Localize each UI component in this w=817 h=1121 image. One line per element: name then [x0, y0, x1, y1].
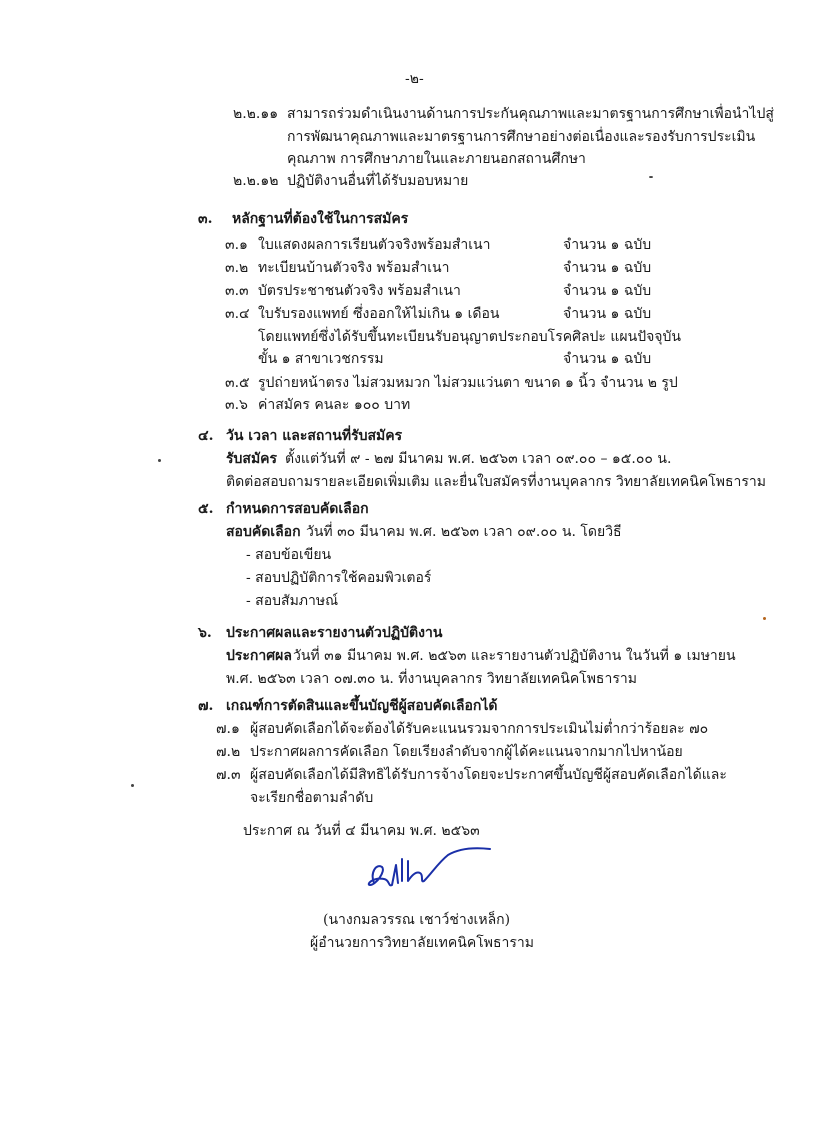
- section-7-heading: เกณฑ์การตัดสินและขึ้นบัญชีผู้สอบคัดเลือกได้: [226, 698, 498, 714]
- item-3-3-quantity: จำนวน ๑ ฉบับ: [563, 283, 652, 299]
- section-7-number: ๗.: [198, 698, 214, 714]
- scan-speck: [649, 176, 653, 178]
- item-7-3-continuation: จะเรียกชื่อตามลำดับ: [250, 790, 374, 806]
- announcement-date: ประกาศ ณ วันที่ ๔ มีนาคม พ.ศ. ๒๕๖๓: [243, 823, 480, 839]
- item-2-2-11-line2: การพัฒนาคุณภาพและมาตรฐานการศึกษาอย่างต่อเนื่องและรองรับการประเมิน: [287, 129, 756, 145]
- item-3-2-number: ๓.๒: [225, 260, 249, 276]
- scan-speck: [131, 784, 134, 787]
- item-7-3-number: ๗.๓: [216, 767, 241, 783]
- section-4-number: ๔.: [198, 428, 214, 444]
- section-3-number: ๓.: [198, 211, 213, 227]
- item-3-3-text: บัตรประชาชนตัวจริง พร้อมสำเนา: [258, 283, 461, 299]
- item-2-2-11-line1: สามารถร่วมดำเนินงานด้านการประกันคุณภาพและมาตรฐานการศึกษาเพื่อนำไปสู่: [287, 106, 774, 122]
- section-6-label: ประกาศผล: [226, 648, 292, 664]
- item-3-5-number: ๓.๕: [225, 375, 250, 391]
- item-7-1-number: ๗.๑: [216, 721, 240, 737]
- scan-speck: [763, 617, 766, 620]
- item-2-2-11-number: ๒.๒.๑๑: [233, 106, 279, 122]
- section-4-label: รับสมัคร: [226, 451, 278, 467]
- section-5-label: สอบคัดเลือก: [226, 524, 301, 540]
- signature-image: [362, 845, 502, 897]
- item-3-6-text: ค่าสมัคร คนละ ๑๐๐ บาท: [258, 397, 411, 413]
- section-6-heading: ประกาศผลและรายงานตัวปฏิบัติงาน: [226, 625, 443, 641]
- item-3-4-continuation-1: โดยแพทย์ซึ่งได้รับขึ้นทะเบียนรับอนุญาตประกอบโรคศิลปะ แผนปัจจุบัน: [258, 329, 681, 345]
- item-7-1-text: ผู้สอบคัดเลือกได้จะต้องได้รับคะแนนรวมจากการประเมินไม่ต่ำกว่าร้อยละ ๗๐: [250, 721, 709, 737]
- item-3-4-quantity: จำนวน ๑ ฉบับ: [563, 306, 652, 322]
- section-4-line1: ตั้งแต่วันที่ ๙ - ๒๗ มีนาคม พ.ศ. ๒๕๖๓ เวลา ๐๙.๐๐ – ๑๕.๐๐ น.: [285, 451, 672, 467]
- item-7-3-text: ผู้สอบคัดเลือกได้มีสิทธิได้รับการจ้างโดยจะประกาศขึ้นบัญชีผู้สอบคัดเลือกได้และ: [250, 767, 727, 783]
- section-4-heading: วัน เวลา และสถานที่รับสมัคร: [226, 428, 403, 444]
- item-2-2-12-number: ๒.๒.๑๒: [233, 173, 279, 189]
- section-5-heading: กำหนดการสอบคัดเลือก: [226, 501, 369, 517]
- page-number: -๒-: [405, 71, 424, 87]
- exam-method-written: - สอบข้อเขียน: [246, 547, 332, 563]
- item-3-2-text: ทะเบียนบ้านตัวจริง พร้อมสำเนา: [258, 260, 450, 276]
- item-3-1-number: ๓.๑: [225, 237, 248, 253]
- signatory-name: (นางกมลวรรณ เชาว์ช่างเหล็ก): [323, 912, 511, 928]
- item-3-4-text: ใบรับรองแพทย์ ซึ่งออกให้ไม่เกิน ๑ เดือน: [258, 306, 500, 322]
- item-3-1-quantity: จำนวน ๑ ฉบับ: [563, 237, 652, 253]
- signatory-title: ผู้อำนวยการวิทยาลัยเทคนิคโพธาราม: [310, 935, 534, 951]
- item-7-2-text: ประกาศผลการคัดเลือก โดยเรียงลำดับจากผู้ได้คะแนนจากมากไปหาน้อย: [250, 744, 683, 760]
- section-5-line1: วันที่ ๓๐ มีนาคม พ.ศ. ๒๕๖๓ เวลา ๐๙.๐๐ น. โดยวิธี: [306, 524, 622, 540]
- section-3-heading: หลักฐานที่ต้องใช้ในการสมัคร: [232, 211, 409, 227]
- item-3-1-text: ใบแสดงผลการเรียนตัวจริงพร้อมสำเนา: [258, 237, 491, 253]
- item-3-6-number: ๓.๖: [225, 397, 248, 413]
- item-3-4-continuation-quantity: จำนวน ๑ ฉบับ: [563, 351, 652, 367]
- exam-method-interview: - สอบสัมภาษณ์: [246, 593, 339, 609]
- item-2-2-11-line3: คุณภาพ การศึกษาภายในและภายนอกสถานศึกษา: [287, 151, 586, 167]
- item-3-4-continuation-2: ขั้น ๑ สาขาเวชกรรม: [258, 351, 384, 367]
- section-4-line2: ติดต่อสอบถามรายละเอียดเพิ่มเติม และยื่นใบสมัครที่งานบุคลากร วิทยาลัยเทคนิคโพธาราม: [226, 474, 766, 490]
- item-3-3-number: ๓.๓: [225, 283, 249, 299]
- item-3-5-text: รูปถ่ายหน้าตรง ไม่สวมหมวก ไม่สวมแว่นตา ขนาด ๑ นิ้ว จำนวน ๒ รูป: [258, 375, 678, 391]
- item-3-4-number: ๓.๔: [225, 306, 250, 322]
- exam-method-computer: - สอบปฏิบัติการใช้คอมพิวเตอร์: [246, 570, 432, 586]
- section-6-line1: วันที่ ๓๑ มีนาคม พ.ศ. ๒๕๖๓ และรายงานตัวปฏิบัติงาน ในวันที่ ๑ เมษายน: [293, 648, 736, 664]
- section-6-line2: พ.ศ. ๒๕๖๓ เวลา ๐๗.๓๐ น. ที่งานบุคลากร วิทยาลัยเทคนิคโพธาราม: [226, 671, 637, 687]
- section-5-number: ๕.: [198, 501, 214, 517]
- scan-speck: [158, 459, 161, 462]
- item-7-2-number: ๗.๒: [216, 744, 241, 760]
- item-2-2-12-text: ปฏิบัติงานอื่นที่ได้รับมอบหมาย: [287, 173, 469, 189]
- section-6-number: ๖.: [198, 625, 212, 641]
- item-3-2-quantity: จำนวน ๑ ฉบับ: [563, 260, 652, 276]
